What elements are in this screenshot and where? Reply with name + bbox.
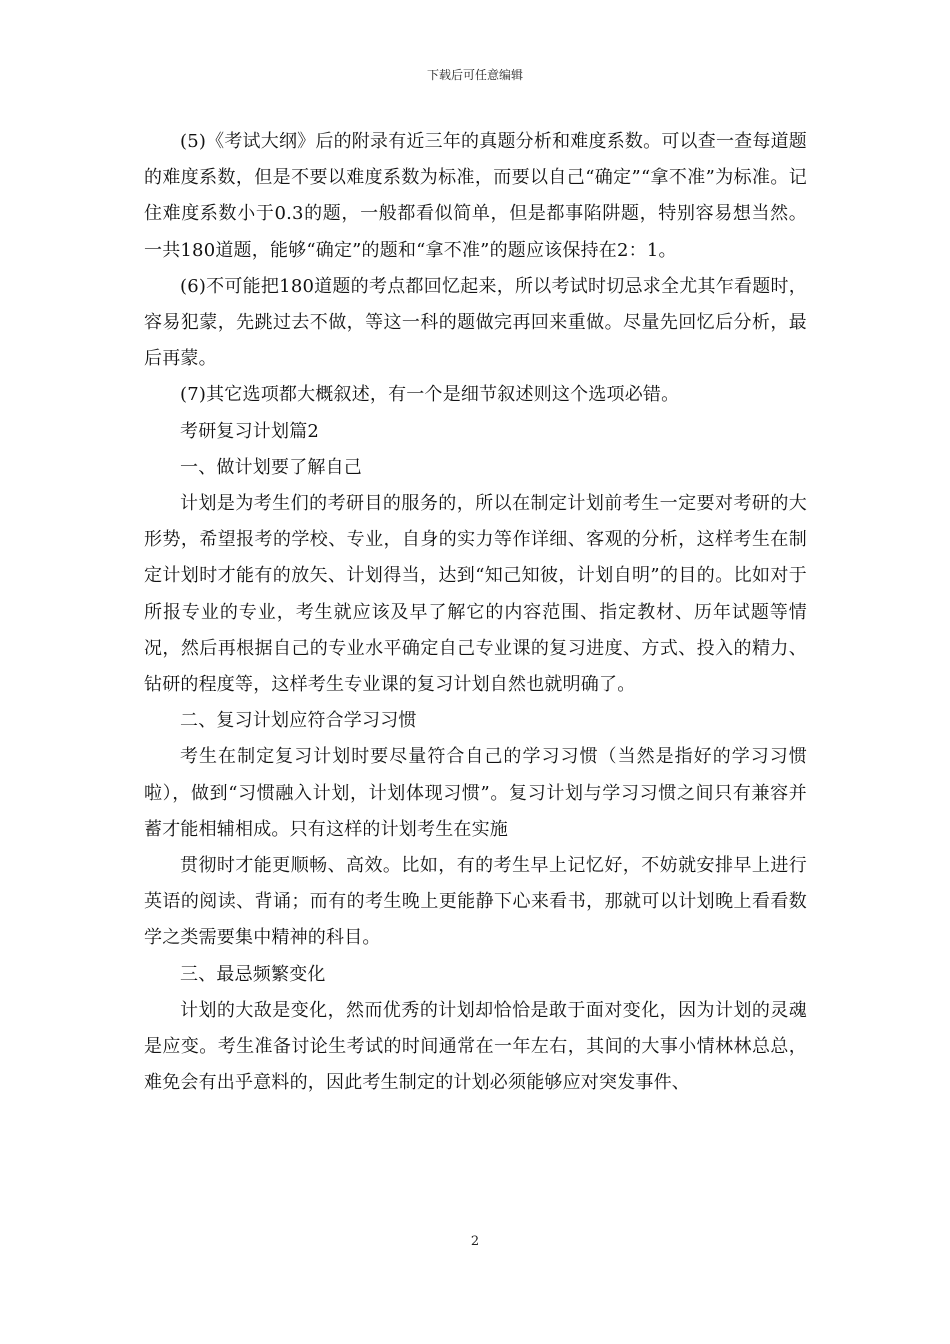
paragraph-study-habits-cont: 贯彻时才能更顺畅、高效。比如，有的考生早上记忆好，不妨就安排早上进行英语的阅读、背诵；而有的考生晚上更能静下心来看书，那就可以计划晚上看看数学之类需要集中精神的科目。 (144, 855, 807, 949)
paragraph-tip-7: (7)其它选项都大概叙述，有一个是细节叙述则这个选项必错。 (180, 384, 680, 406)
page-number: 2 (470, 1234, 480, 1249)
heading-1: 一、做计划要了解自己 (180, 456, 362, 478)
section-title: 考研复习计划篇2 (180, 420, 320, 442)
page-header: 下载后可任意编辑 (426, 68, 523, 82)
paragraph-tip-6: (6)不可能把180道题的考点都回忆起来，所以考试时切忌求全尤其乍看题时，容易犯蒙，先跳过去不做，等这一科的题做完再回来重做。尽量先回忆后分析，最后再蒙。 (144, 275, 807, 370)
paragraph-study-habits: 考生在制定复习计划时要尽量符合自己的学习习惯（当然是指好的学习习惯啦），做到“习惯融入计划，计划体现习惯”。复习计划与学习习惯之间只有兼容并蓄才能相辅相成。只有这样的计划考生在实施 (144, 746, 807, 840)
paragraph-tip-5: (5)《考试大纲》后的附录有近三年的真题分析和难度系数。可以查一查每道题的难度系数，但是不要以难度系数为标准，而要以自己“确定”“拿不准”为标准。记住难度系数小于0.3的题，一般都看似简单，但是都事陷阱题，特别容易想当然。一共180道题，能够“确定”的题和“拿不准”的题应该保持在2：1。 (144, 131, 807, 261)
heading-3: 三、最忌频繁变化 (180, 963, 326, 985)
heading-2: 二、复习计划应符合学习习惯 (180, 710, 417, 732)
document-body (144, 124, 807, 1101)
paragraph-know-yourself: 计划是为考生们的考研目的服务的，所以在制定计划前考生一定要对考研的大形势，希望报考的学校、专业，自身的实力等作详细、客观的分析，这样考生在制定计划时才能有的放矢、计划得当，达到“知己知彼，计划自明”的目的。比如对于所报专业的专业，考生就应该及早了解它的内容范围、指定教材、历年试题等情况，然后再根据自己的专业水平确定自己专业课的复习进度、方式、投入的精力、钻研的程度等，这样考生专业课的复习计划自然也就明确了。 (144, 493, 807, 696)
paragraph-avoid-changes: 计划的大敌是变化，然而优秀的计划却恰恰是敢于面对变化，因为计划的灵魂是应变。考生准备讨论生考试的时间通常在一年左右，其间的大事小情林林总总，难免会有出乎意料的，因此考生制定的计划必须能够应对突发事件、 (144, 999, 807, 1094)
